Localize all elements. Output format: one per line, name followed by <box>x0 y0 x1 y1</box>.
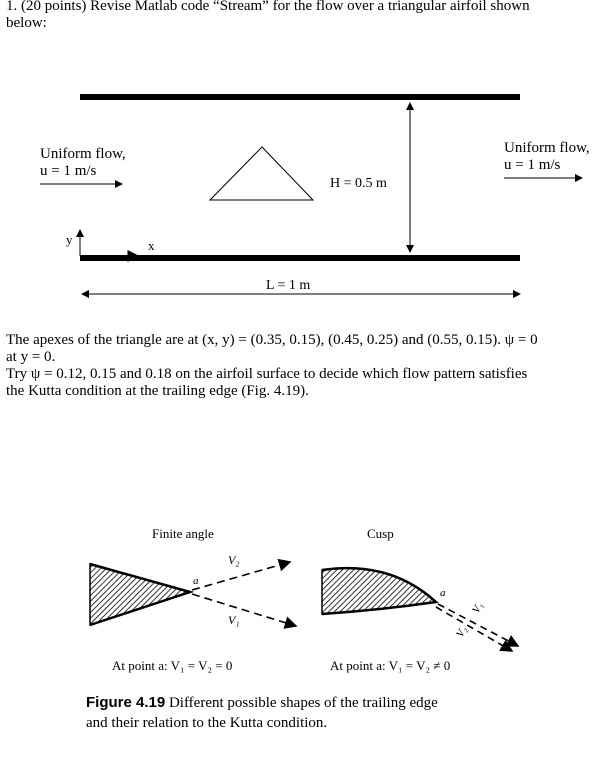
trailing-edge-figure <box>0 510 613 690</box>
cusp-title: Cusp <box>367 526 394 541</box>
caption-text-1: Different possible shapes of the trailing edge <box>165 695 438 711</box>
description-line-2: at y = 0. <box>6 349 56 365</box>
outlet-label: Uniform flow, <box>504 140 590 156</box>
description-line-4: the Kutta condition at the trailing edge (Fig. 4.19). <box>6 383 309 399</box>
inlet-label: Uniform flow, <box>40 146 126 162</box>
cusp-v2-streamline <box>436 607 512 651</box>
caption-label: Figure 4.19 <box>86 694 166 711</box>
finite-point-a: a <box>193 575 199 587</box>
cusp-condition: At point a: V₁ = V₂ ≠ 0 <box>330 658 451 673</box>
height-label: H = 0.5 m <box>330 176 387 191</box>
finite-angle-shape <box>90 564 190 625</box>
x-axis-label: x <box>148 238 155 253</box>
y-axis-label: y <box>66 232 73 247</box>
length-label: L = 1 m <box>266 278 311 293</box>
finite-v2-label: V₂ <box>228 553 240 567</box>
cusp-v2-label: V₂ <box>454 624 470 640</box>
triangle-airfoil <box>210 147 313 200</box>
description <box>6 332 606 400</box>
finite-v1-streamline <box>192 594 296 626</box>
description-line-3: Try ψ = 0.12, 0.15 and 0.18 on the airfoil surface to decide which flow pattern satisfies <box>6 366 528 382</box>
finite-angle-title: Finite angle <box>152 526 214 541</box>
cusp-shape <box>322 568 436 614</box>
description-line-1: The apexes of the triangle are at (x, y) = (0.35, 0.15), (0.45, 0.25) and (0.55, 0.15). ψ = 0 <box>6 332 538 348</box>
finite-v2-streamline <box>192 562 290 590</box>
outlet-value: u = 1 m/s <box>504 157 561 173</box>
cusp-v1-label: V₁ <box>470 600 486 616</box>
finite-v1-label: V₁ <box>228 613 240 627</box>
figure-caption <box>86 693 526 733</box>
finite-condition: At point a: V₁ = V₂ = 0 <box>112 658 233 673</box>
caption-text-2: and their relation to the Kutta condition. <box>86 715 328 731</box>
channel-diagram <box>0 0 613 330</box>
problem-line-1: 1. (20 points) Revise Matlab code “Stream” for the flow over a triangular airfoil shown <box>6 0 530 14</box>
inlet-value: u = 1 m/s <box>40 163 97 179</box>
problem-line-2: below: <box>6 15 47 31</box>
cusp-point-a: a <box>440 587 446 599</box>
